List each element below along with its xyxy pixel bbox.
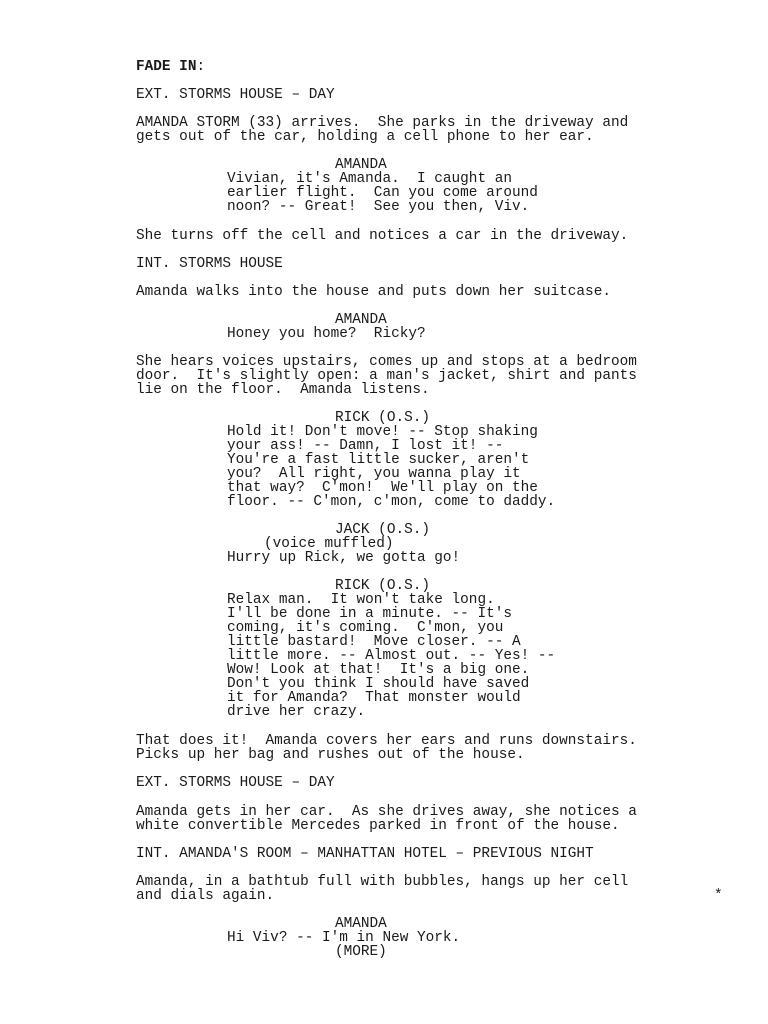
- dialogue-line: Wow! Look at that! It's a big one.: [227, 662, 530, 678]
- character-cue: (MORE): [335, 944, 387, 960]
- dialogue-line: it for Amanda? That monster would: [227, 690, 521, 706]
- action-line: She hears voices upstairs, comes up and stops at a bedroom: [136, 354, 637, 370]
- action-line: Picks up her bag and rushes out of the house.: [136, 747, 525, 763]
- action-line: white convertible Mercedes parked in front of the house.: [136, 818, 620, 834]
- dialogue-line: Hi Viv? -- I'm in New York.: [227, 930, 461, 946]
- dialogue-line: little bastard! Move closer. -- A: [227, 634, 521, 650]
- action-line: That does it! Amanda covers her ears and runs downstairs.: [136, 733, 637, 749]
- fade-in-transition: [136, 60, 205, 74]
- character-cue: AMANDA: [335, 157, 387, 173]
- dialogue-line: your ass! -- Damn, I lost it! --: [227, 438, 504, 454]
- character-cue: AMANDA: [335, 312, 387, 328]
- dialogue-line: Relax man. It won't take long.: [227, 592, 495, 608]
- fade-in-colon: :: [196, 59, 206, 75]
- action-line: EXT. STORMS HOUSE – DAY: [136, 775, 335, 791]
- action-line: door. It's slightly open: a man's jacket, shirt and pants: [136, 368, 637, 384]
- dialogue-line: Don't you think I should have saved: [227, 676, 530, 692]
- action-line: AMANDA STORM (33) arrives. She parks in the driveway and: [136, 115, 629, 131]
- action-line: EXT. STORMS HOUSE – DAY: [136, 87, 335, 103]
- action-line: She turns off the cell and notices a car in the driveway.: [136, 228, 629, 244]
- action-line: Amanda, in a bathtub full with bubbles, hangs up her cell: [136, 874, 629, 890]
- action-line: Amanda gets in her car. As she drives away, she notices a: [136, 804, 637, 820]
- dialogue-line: Hold it! Don't move! -- Stop shaking: [227, 424, 538, 440]
- dialogue-line: you? All right, you wanna play it: [227, 466, 521, 482]
- revision-mark: *: [714, 888, 723, 904]
- dialogue-line: Vivian, it's Amanda. I caught an: [227, 171, 512, 187]
- action-line: Amanda walks into the house and puts down her suitcase.: [136, 284, 611, 300]
- dialogue-line: that way? C'mon! We'll play on the: [227, 480, 538, 496]
- dialogue-line: drive her crazy.: [227, 704, 366, 720]
- dialogue-line: Honey you home? Ricky?: [227, 326, 426, 342]
- character-cue: JACK (O.S.): [335, 522, 430, 538]
- character-cue: AMANDA: [335, 916, 387, 932]
- action-line: gets out of the car, holding a cell phone to her ear.: [136, 129, 594, 145]
- character-cue: RICK (O.S.): [335, 410, 430, 426]
- dialogue-line: floor. -- C'mon, c'mon, come to daddy.: [227, 494, 556, 510]
- dialogue-line: coming, it's coming. C'mon, you: [227, 620, 504, 636]
- dialogue-line: little more. -- Almost out. -- Yes! --: [227, 648, 556, 664]
- dialogue-line: Hurry up Rick, we gotta go!: [227, 550, 461, 566]
- dialogue-line: earlier flight. Can you come around: [227, 185, 538, 201]
- dialogue-line: You're a fast little sucker, aren't: [227, 452, 530, 468]
- action-line: INT. AMANDA'S ROOM – MANHATTAN HOTEL – PREVIOUS NIGHT: [136, 846, 594, 862]
- dialogue-line: noon? -- Great! See you then, Viv.: [227, 199, 530, 215]
- parenthetical-line: (voice muffled): [264, 536, 394, 552]
- fade-in-label: FADE IN: [136, 59, 197, 75]
- action-line: lie on the floor. Amanda listens.: [136, 382, 430, 398]
- action-line: and dials again.: [136, 888, 275, 904]
- action-line: INT. STORMS HOUSE: [136, 256, 283, 272]
- character-cue: RICK (O.S.): [335, 578, 430, 594]
- dialogue-line: I'll be done in a minute. -- It's: [227, 606, 512, 622]
